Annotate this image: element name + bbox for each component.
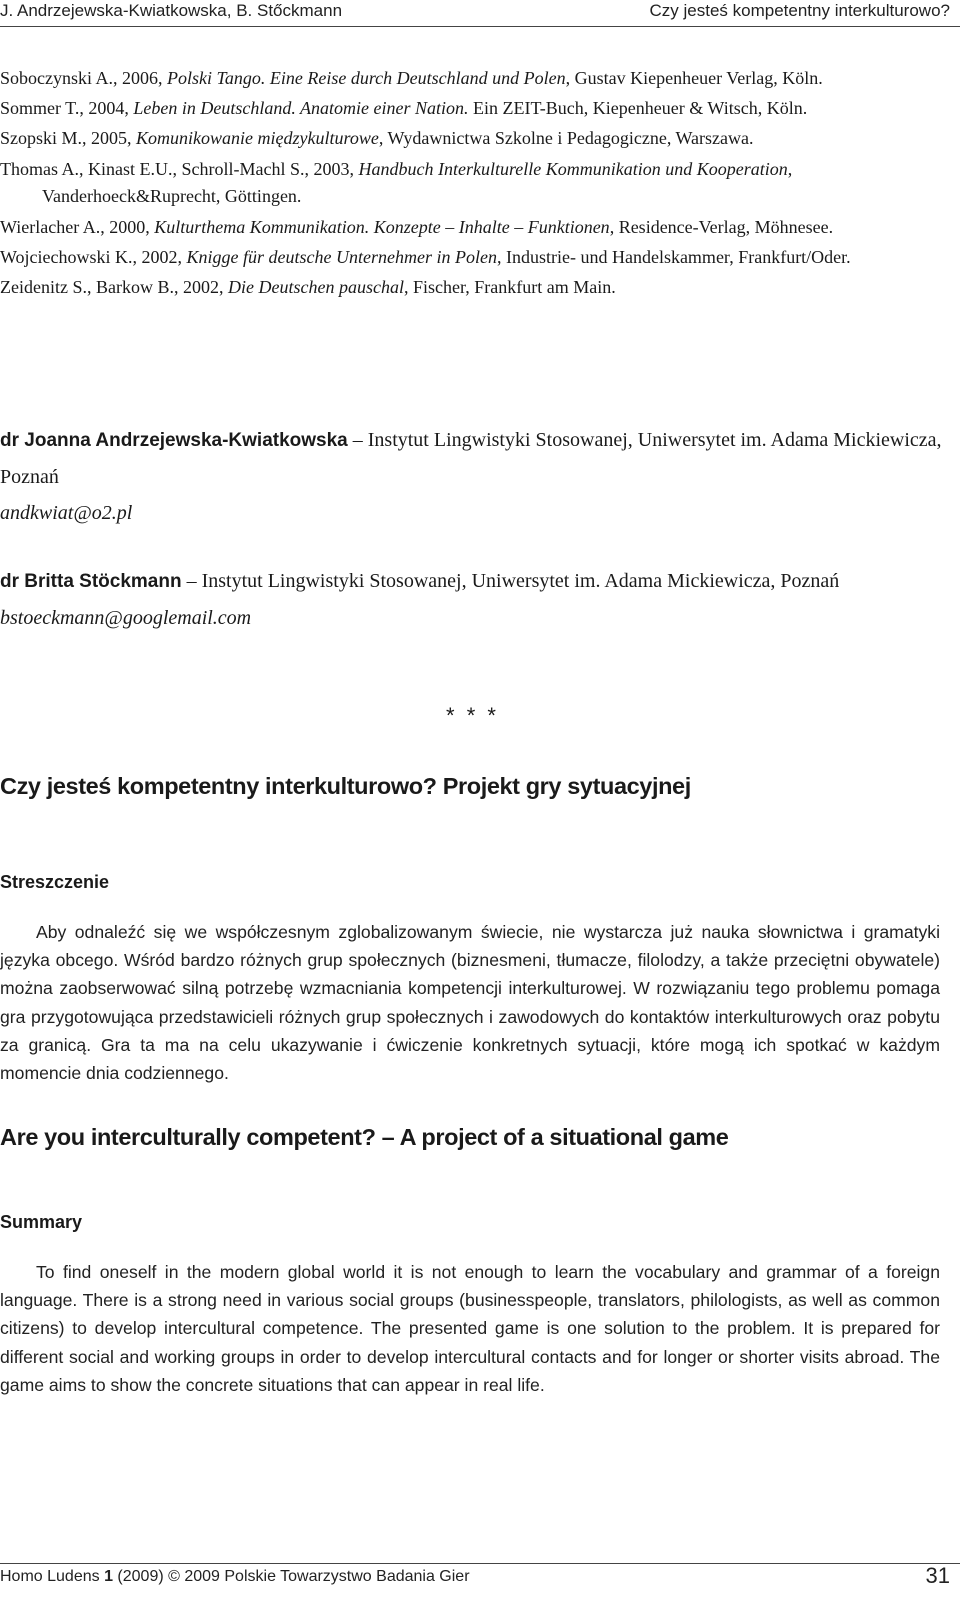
footer-citation — [0, 1568, 470, 1586]
reference-publisher: , Wydawnictwa Szkolne i Pedagogiczne, Warszawa. — [378, 128, 754, 149]
reference-item — [0, 125, 945, 153]
footer-journal: Homo Ludens — [0, 1568, 105, 1585]
abstract-english: To find oneself in the modern global world it is not enough to learn the vocabulary and grammar of a foreign language. There is a strong need in various social groups (businesspeople, translators, philologists, as well as common citizens) to develop intercultural competence. The presented game is one solution to the problem. It is prepared for different social and working groups in order to develop intercultural contacts and for longer or shorter visits abroad. The game aims to show the concrete situations that can appear in real life. — [0, 1262, 940, 1395]
reference-authors: Zeidenitz S., Barkow B., 2002, — [0, 276, 228, 297]
header-authors: J. Andrzejewska-Kwiatkowska, B. Stőckmann — [0, 1, 343, 20]
author-email[interactable]: bstoeckmann@googlemail.com — [0, 607, 252, 629]
article-title-polish: Czy jesteś kompetentny interkulturowo? Projekt gry sytuacyjnej — [0, 773, 691, 799]
reference-title: Die Deutschen pauschal — [227, 276, 404, 297]
section-separator: * * * — [446, 703, 499, 728]
author-name: dr Britta Stöckmann — [0, 571, 182, 592]
reference-item — [0, 274, 945, 302]
reference-authors: Wojciechowski K., 2002, — [0, 246, 187, 267]
reference-list — [0, 65, 945, 304]
footer-copyright: (2009) © 2009 Polskie Towarzystwo Badania Gier — [112, 1568, 470, 1585]
reference-authors: Szopski M., 2005, — [0, 128, 137, 149]
reference-title: Handbuch Interkulturelle Kommunikation und Kooperation — [358, 158, 788, 179]
reference-title: Komunikowanie międzykulturowe — [136, 128, 379, 149]
reference-publisher: , Gustav Kiepenheuer Verlag, Köln. — [565, 68, 823, 88]
reference-publisher: , Residence-Verlag, Möhnesee. — [609, 216, 834, 237]
reference-title: Kulturthema Kommunikation. Konzepte – Inhalte – Funktionen — [154, 216, 610, 237]
reference-item — [0, 95, 945, 123]
author-block-1 — [0, 422, 945, 531]
author-name: dr Joanna Andrzejewska-Kwiatkowska — [0, 430, 348, 451]
reference-item — [0, 214, 945, 242]
reference-publisher: , Industrie- und Handelskammer, Frankfurt/Oder. — [496, 246, 851, 267]
footer-divider — [0, 1563, 960, 1564]
reference-publisher: , Vanderhoeck&Ruprecht, Göttingen. — [42, 158, 793, 207]
reference-authors: Sommer T., 2004, — [0, 98, 134, 119]
page-number: 31 — [925, 1563, 950, 1588]
author-affiliation: – Instytut Lingwistyki Stosowanej, Uniwersytet im. Adama Mickiewicza, Poznań — [181, 570, 840, 592]
header-title: Czy jesteś kompetentny interkulturowo? — [649, 1, 950, 20]
footer-volume: 1 — [104, 1568, 113, 1585]
reference-authors: Soboczynski A., 2006, — [0, 68, 168, 88]
author-block-2 — [0, 563, 945, 636]
reference-authors: Thomas A., Kinast E.U., Schroll-Machl S., 2003, — [0, 158, 359, 179]
reference-item — [0, 244, 945, 272]
author-affiliation: – Instytut Lingwistyki Stosowanej, Uniwersytet im. Adama Mickiewicza, Poznań — [0, 429, 942, 488]
running-header — [0, 0, 960, 27]
reference-publisher: Ein ZEIT-Buch, Kiepenheuer & Witsch, Köln. — [468, 98, 808, 119]
reference-title: Knigge für deutsche Unternehmer in Polen — [186, 246, 497, 267]
reference-item — [0, 156, 945, 211]
reference-title: Leben in Deutschland. Anatomie einer Nation. — [133, 98, 469, 119]
reference-authors: Wierlacher A., 2000, — [0, 216, 155, 237]
author-email[interactable]: andkwiat@o2.pl — [0, 502, 133, 524]
reference-publisher: , Fischer, Frankfurt am Main. — [403, 276, 616, 297]
abstract-heading-english: Summary — [0, 1212, 83, 1232]
abstract-heading-polish: Streszczenie — [0, 872, 110, 892]
article-title-english: Are you interculturally competent? – A project of a situational game — [0, 1124, 729, 1150]
reference-title: Polski Tango. Eine Reise durch Deutschland und Polen — [167, 68, 566, 88]
reference-item — [0, 65, 945, 93]
abstract-polish: Aby odnaleźć się we współczesnym zglobalizowanym świecie, nie wystarcza już nauka słownictwa i gramatyki języka obcego. Wśród bardzo różnych grup społecznych (biznesmeni, tłumacze, filolodzy, a także przeciętni obywatele) można zaobserwować silną potrzebę wzmacniania kompetencji interkulturowej. W rozwiązaniu tego problemu pomaga gra przygotowująca przedstawicieli różnych grup społecznych i zawodowych do kontaktów interkulturowych oraz pobytu za granicą. Gra ta ma na celu ukazywanie i ćwiczenie konkretnych sytuacji, które mogą ich spotkać w każdym momencie dnia codziennego. — [0, 922, 940, 1084]
